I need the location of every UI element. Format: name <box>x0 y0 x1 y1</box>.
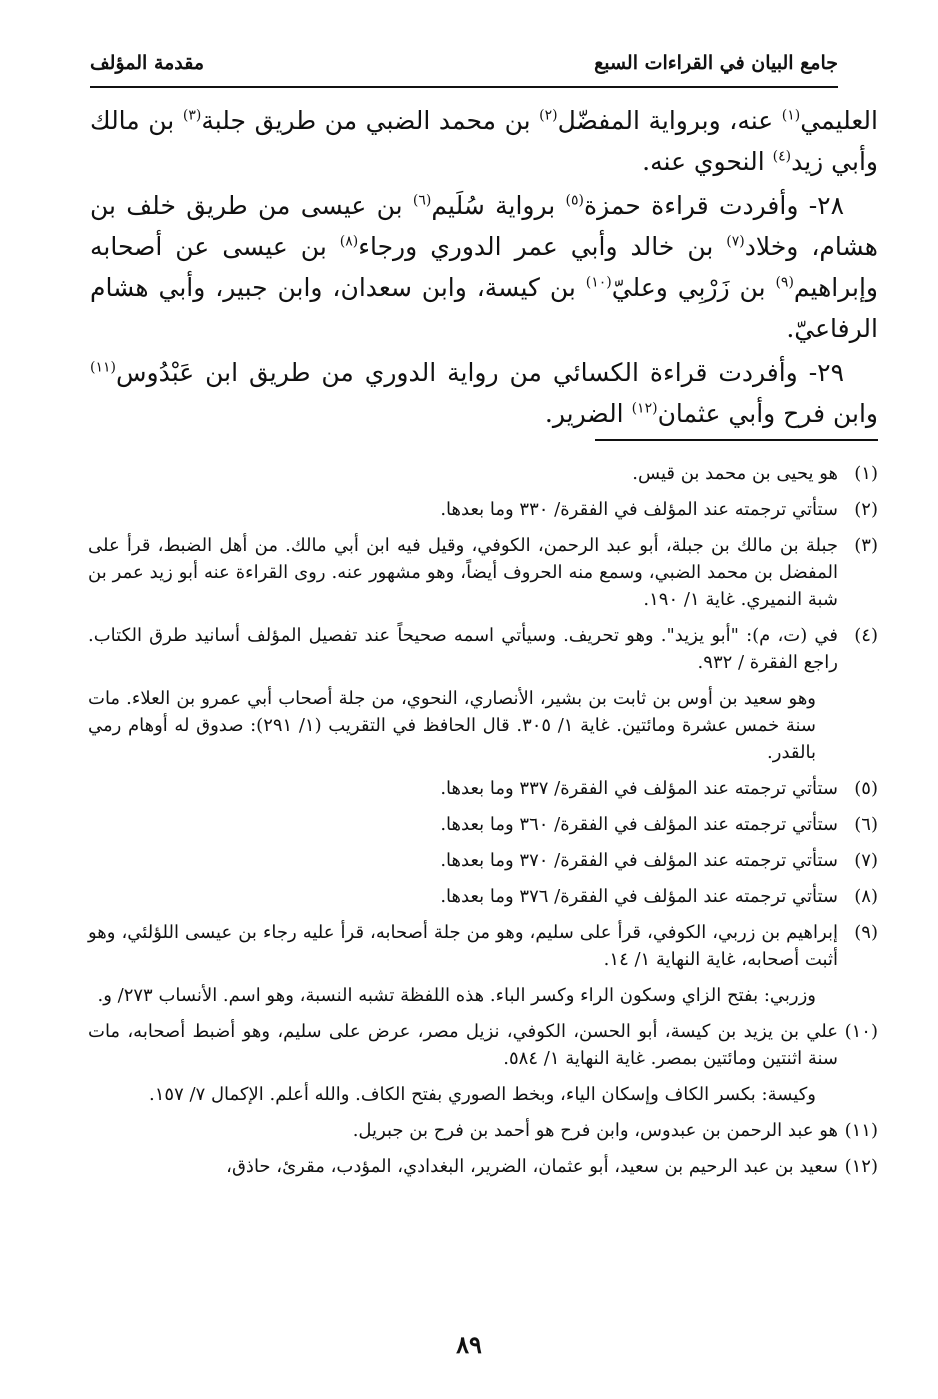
footnote-text: ستأتي ترجمته عند المؤلف في الفقرة/ ٣٧٠ وما بعدها. <box>440 850 838 871</box>
paragraph-28 <box>90 185 878 349</box>
text-run: بن زَرْبِي وعليّ <box>611 273 776 302</box>
footnote-4 <box>88 622 878 676</box>
text-run: برواية سُلَيم <box>431 191 566 220</box>
paragraph-29 <box>90 352 878 434</box>
footnote-number: (٦) <box>854 814 878 835</box>
footnote-number: (١١) <box>844 1120 878 1141</box>
footnote-ref: (٥) <box>565 192 585 209</box>
footnote-text: وزربي: بفتح الزاي وسكون الراء وكسر الباء. هذه اللفظة تشبه النسبة، وهو اسم. الأنساب ٢٧٣/ و. <box>97 985 816 1006</box>
footnote-ref: (٨) <box>339 233 359 250</box>
text-run: وابن فرح وأبي عثمان <box>657 399 878 428</box>
footnote-text: ستأتي ترجمته عند المؤلف في الفقرة/ ٣٦٠ وما بعدها. <box>440 814 838 835</box>
footnote-ref: (٤) <box>772 148 792 165</box>
footnote-ref: (٩) <box>775 274 794 291</box>
footnote-5 <box>88 775 878 802</box>
footnote-10 <box>88 1018 878 1072</box>
footnote-8 <box>88 883 878 910</box>
footnote-ref: (٣) <box>182 107 202 124</box>
footnote-text: وهو سعيد بن أوس بن ثابت بن بشير، الأنصاري، النحوي، من جلة أصحاب أبي عمرو بن العلاء. مات سنة خمس عشرة ومائتين. غاية ١/ ٣٠٥. قال الحافظ في التقريب (١/ ٢٩١): صدوق له أوهام رمي بالقدر. <box>88 688 817 763</box>
footnote-text: في (ت، م): "أبو يزيد". وهو تحريف. وسيأتي اسمه صحيحاً عند تفصيل المؤلف أسانيد طرق الكتاب. راجع الفقرة / ٩٣٢. <box>88 625 838 673</box>
text-run: بن خالد وأبي عمر الدوري ورجاء <box>358 232 727 261</box>
footnote-text: سعيد بن عبد الرحيم بن سعيد، أبو عثمان، الضرير، البغدادي، المؤدب، مقرئ، حاذق، <box>226 1156 838 1177</box>
text-run: بن مالك وأبي زيد <box>90 106 878 176</box>
text-run: الضرير. <box>544 399 632 428</box>
footnote-number: (٨) <box>854 886 878 907</box>
text-run: العليمي <box>800 106 878 135</box>
footnote-number: (٥) <box>854 778 878 799</box>
text-run: النحوي عنه. <box>642 147 773 176</box>
footnote-text: وكيسة: بكسر الكاف وإسكان الياء، وبخط الصوري بفتح الكاف. والله أعلم. الإكمال ٧/ ١٥٧. <box>149 1084 816 1105</box>
footnote-number: (٢) <box>854 499 878 520</box>
chapter-title: مقدمة المؤلف <box>90 52 205 74</box>
footnote-text: جبلة بن مالك بن جبلة، أبو عبد الرحمن، الكوفي، وقيل فيه ابن أبي مالك. من أهل الضبط، قرأ على المفضل بن محمد الضبي، وسمع منه الحروف أيضاً، وهو مشهور عنه. روى القراءة عنه أبو زيد عمر بن شبة النميري. غاية ١/ ١٩٠. <box>88 535 838 610</box>
footnote-6 <box>88 811 878 838</box>
footnote-7 <box>88 847 878 874</box>
footnote-2 <box>88 496 878 523</box>
footnote-1 <box>88 460 878 487</box>
running-header <box>90 46 838 88</box>
footnote-10-continuation <box>88 1081 878 1108</box>
page-number: ٨٩ <box>456 1330 482 1359</box>
footnote-number: (٩) <box>854 922 878 943</box>
footnote-number: (١) <box>854 463 878 484</box>
footnote-3 <box>88 532 878 613</box>
footnote-text: إبراهيم بن زربي، الكوفي، قرأ على سليم، وهو من جلة أصحابه، قرأ عليه رجاء بن عيسى اللؤلئي، وهو أثبت أصحابه، غاية النهاية ١/ ١٤. <box>88 922 838 970</box>
footnote-text: هو عبد الرحمن بن عبدوس، وابن فرح هو أحمد بن فرح بن جبريل. <box>352 1120 838 1141</box>
footnote-4-continuation <box>88 685 878 766</box>
book-title: جامع البيان في القراءات السبع <box>594 52 838 74</box>
footnote-number: (٧) <box>854 850 878 871</box>
footnote-number: (٣) <box>854 535 878 556</box>
footnote-number: (١٢) <box>844 1156 878 1177</box>
footnote-ref: (١) <box>781 107 801 124</box>
footnote-text: ستأتي ترجمته عند المؤلف في الفقرة/ ٣٣٠ وما بعدها. <box>440 499 838 520</box>
footnote-text: ستأتي ترجمته عند المؤلف في الفقرة/ ٣٣٧ وما بعدها. <box>440 778 838 799</box>
footnote-number: (١٠) <box>844 1021 878 1042</box>
footnote-ref: (١٠) <box>585 274 612 291</box>
footnote-9-continuation <box>88 982 878 1009</box>
paragraph-1 <box>90 100 878 182</box>
text-run: بن عيسى عن أصحابه وإبراهيم <box>90 232 878 302</box>
text-run: ٢٩- وأفردت قراءة الكسائي من رواية الدوري من طريق ابن عَبْدُوس <box>115 358 844 387</box>
text-run: بن محمد الضبي من طريق جلبة <box>201 106 540 135</box>
text-run: بن عيسى من طريق خلف بن هشام، وخلاد <box>90 191 878 261</box>
main-text <box>90 100 878 437</box>
text-run: بن كيسة، وابن سعدان، وابن جبير، وأبي هشام الرفاعيّ. <box>90 273 878 343</box>
footnote-ref: (١١) <box>90 359 116 376</box>
footnote-text: علي بن يزيد بن كيسة، أبو الحسن، الكوفي، نزيل مصر، عرض على سليم، وهو أضبط أصحابه، مات سنة اثنتين ومائتين بمصر. غاية النهاية ١/ ٥٨٤. <box>88 1021 838 1069</box>
text-run: ٢٨- وأفردت قراءة حمزة <box>584 191 845 220</box>
footnote-ref: (٧) <box>726 233 745 250</box>
footnote-12 <box>88 1153 878 1180</box>
footnote-text: ستأتي ترجمته عند المؤلف في الفقرة/ ٣٧٦ وما بعدها. <box>440 886 838 907</box>
text-run: عنه، وبرواية المفضّل <box>557 106 782 135</box>
footnote-ref: (١٢) <box>631 400 658 417</box>
footnote-separator <box>595 439 878 441</box>
footnote-11 <box>88 1117 878 1144</box>
footnote-9 <box>88 919 878 973</box>
footnotes <box>88 460 878 1189</box>
footnote-text: هو يحيى بن محمد بن قيس. <box>632 463 838 484</box>
footnote-number: (٤) <box>854 625 878 646</box>
footnote-ref: (٦) <box>412 192 432 209</box>
footnote-ref: (٢) <box>539 107 558 124</box>
